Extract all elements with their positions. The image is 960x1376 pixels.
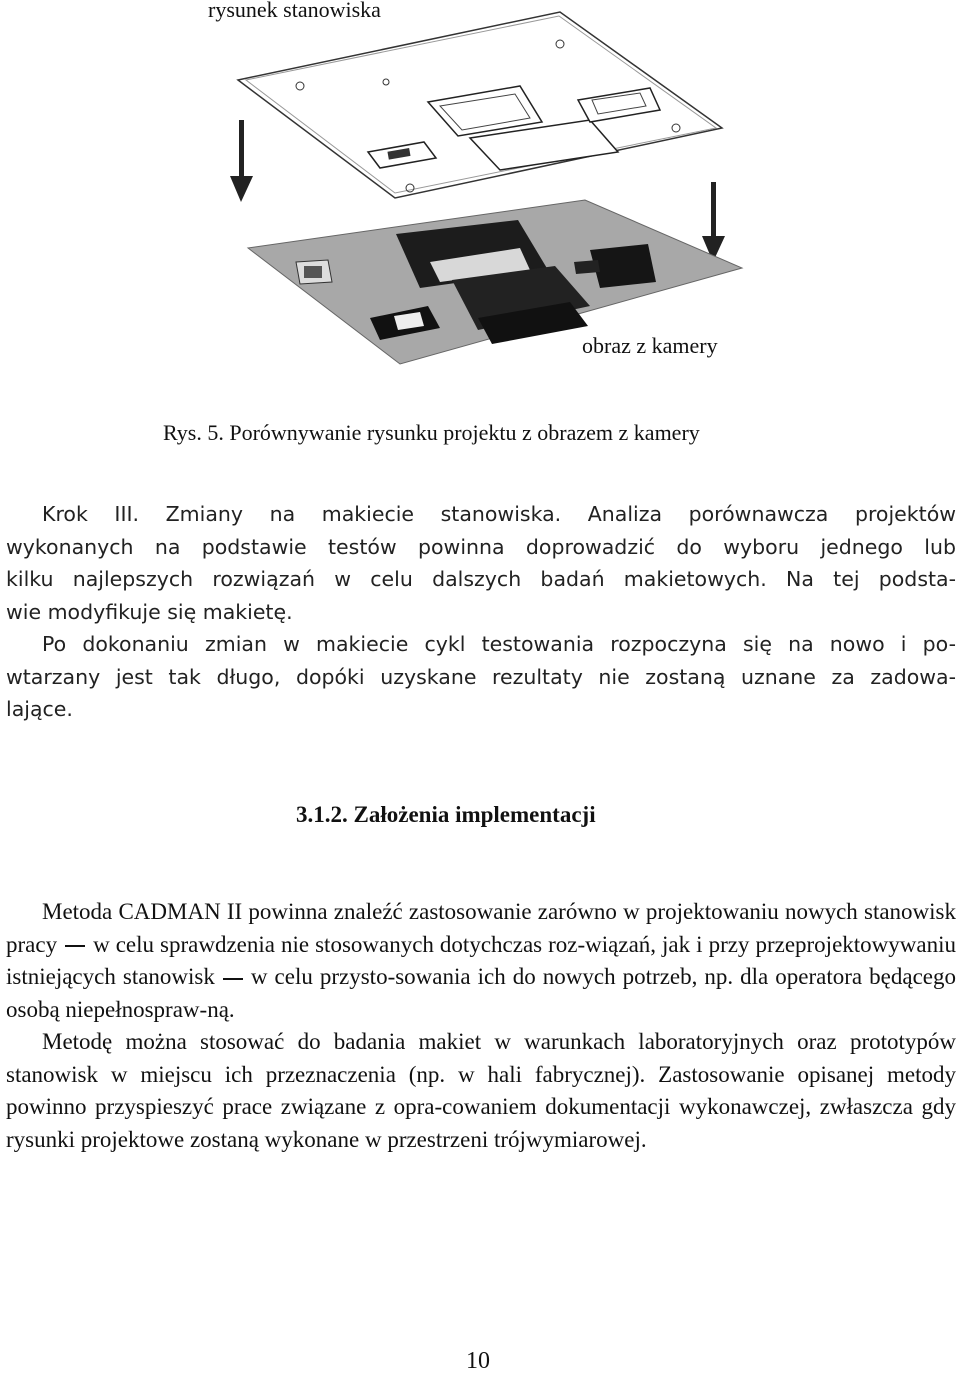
arrow-left-icon [230,120,253,202]
paragraph-two: Metodę można stosować do badania makiet w warunkach laboratoryjnych oraz prototypów stanowisk w miejscu ich przeznaczenia (np. w hali fabrycznej). Zastosowanie opisanej metody powinno przyspieszyć prace związane z opra-cowaniem dokumentacji wykonawczej, zwłaszcza gdy rysunki projektowe zostaną wykonane w przestrzeni trójwymiarowej. [6,1029,956,1152]
text-span: Metoda CADMAN II powinna znaleźć zastosowanie zarówno w projektowaniu nowych stanowisk pracy [6,899,956,957]
text-line: kilku najlepszych rozwiązań w celu dalszych badań makietowych. Na tej podsta- [6,567,956,591]
figure-caption: Rys. 5. Porównywanie rysunku projektu z obrazem z kamery [163,420,700,445]
text-line: Krok III. Zmiany na makiecie stanowiska. Analiza porównawcza projektów [42,502,956,526]
figure-label-drawing: rysunek stanowiska [208,0,381,22]
text-span: w celu sprawdzenia nie stosowanych dotychczas roz-wiązań, jak i przy przeprojektowywaniu istniejących stanowisk [6,931,956,989]
figure-illustration [0,0,960,400]
dash-mark [65,945,85,947]
arrow-right-icon [702,182,725,262]
text-line: wie modyfikuje się makietę. [6,599,293,624]
body-text [6,896,956,1156]
wireframe-drawing [238,12,722,198]
dash-mark [223,978,243,980]
paragraph-one [6,896,956,1026]
text-span: w celu przysto-sowania ich do nowych potrzeb, np. dla operatora będącego osobą niepełnospraw-ną. [6,964,956,1022]
text-line: Po dokonaniu zmian w makiecie cykl testowania rozpoczyna się na nowo i po- [42,632,956,656]
page-number: 10 [466,1348,490,1374]
figure-label-camera: obraz z kamery [582,333,718,358]
text-line: wykonanych na podstawie testów powinna doprowadzić do wyboru jednego lub [6,534,956,559]
text-line: lające. [6,697,73,721]
text-line: wtarzany jest tak długo, dopóki uzyskane rezultaty nie zostaną uznane za zadowa- [6,664,956,689]
section-heading: 3.1.2. Założenia implementacji [296,802,596,827]
step-three-paragraph [6,498,956,726]
